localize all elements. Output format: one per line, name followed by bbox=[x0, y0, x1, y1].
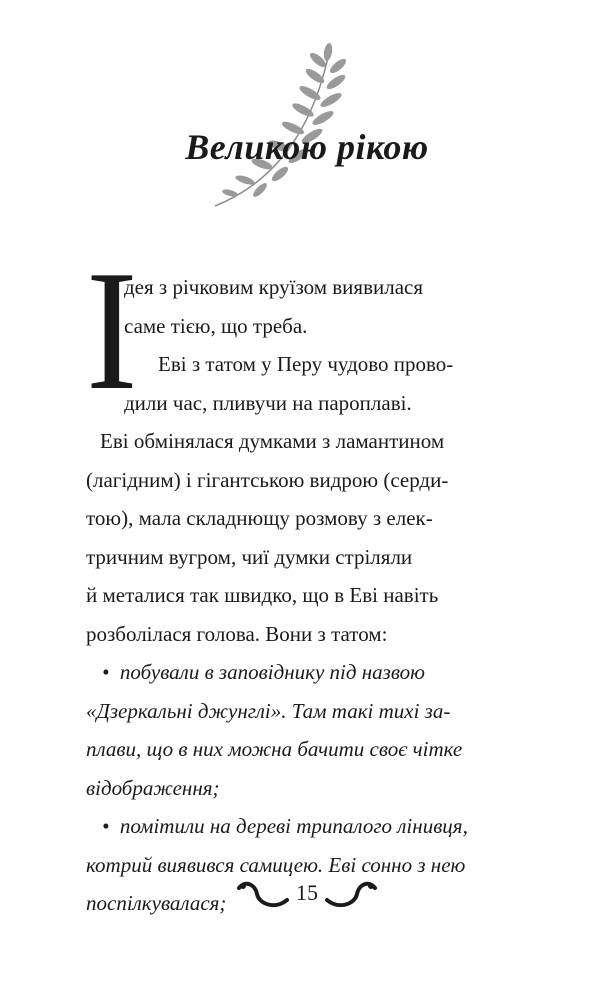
text-line: дили час, пливучи на пароплаві. bbox=[124, 390, 412, 415]
bullet-line: «Дзеркальні джунглі». Там такі тихі за- bbox=[86, 698, 451, 723]
body-text bbox=[86, 236, 536, 923]
bullet-line: • помітили на дереві трипалого лінивця, bbox=[102, 814, 468, 838]
bullet-line: поспілкувалася; bbox=[86, 891, 227, 915]
text-line: (лагідним) і гігантською видрою (серди- bbox=[86, 467, 449, 492]
text-line: дея з річковим круїзом виявилася bbox=[124, 275, 424, 299]
bullet-marker: • bbox=[102, 814, 110, 838]
bullet-line: котрий виявився самицею. Еві сонно з нею bbox=[86, 852, 466, 877]
text-line: розболілася голова. Вони з татом: bbox=[86, 621, 388, 646]
bullet-marker: • bbox=[102, 660, 110, 684]
bullet-line: відображення; bbox=[86, 775, 220, 800]
text-line: тою), мала складнющу розмову з елек- bbox=[86, 506, 433, 530]
bullet-line: плави, що в них можна бачити своє чітке bbox=[86, 737, 463, 761]
text-line: й металися так швидко, що в Еві навіть bbox=[86, 583, 439, 607]
text-line: Еві з татом у Перу чудово прово- bbox=[158, 352, 454, 376]
bullet-line: • побували в заповіднику під назвою bbox=[102, 660, 425, 684]
text-line: саме тією, що треба. bbox=[124, 313, 308, 338]
text-line: Еві обмінялася думками з ламантином bbox=[100, 429, 445, 453]
page-number: 15 bbox=[296, 880, 318, 905]
drop-cap: І bbox=[86, 236, 138, 426]
text-line: тричним вугром, чиї думки стріляли bbox=[86, 544, 413, 569]
chapter-title: Великою рікою bbox=[185, 127, 429, 167]
